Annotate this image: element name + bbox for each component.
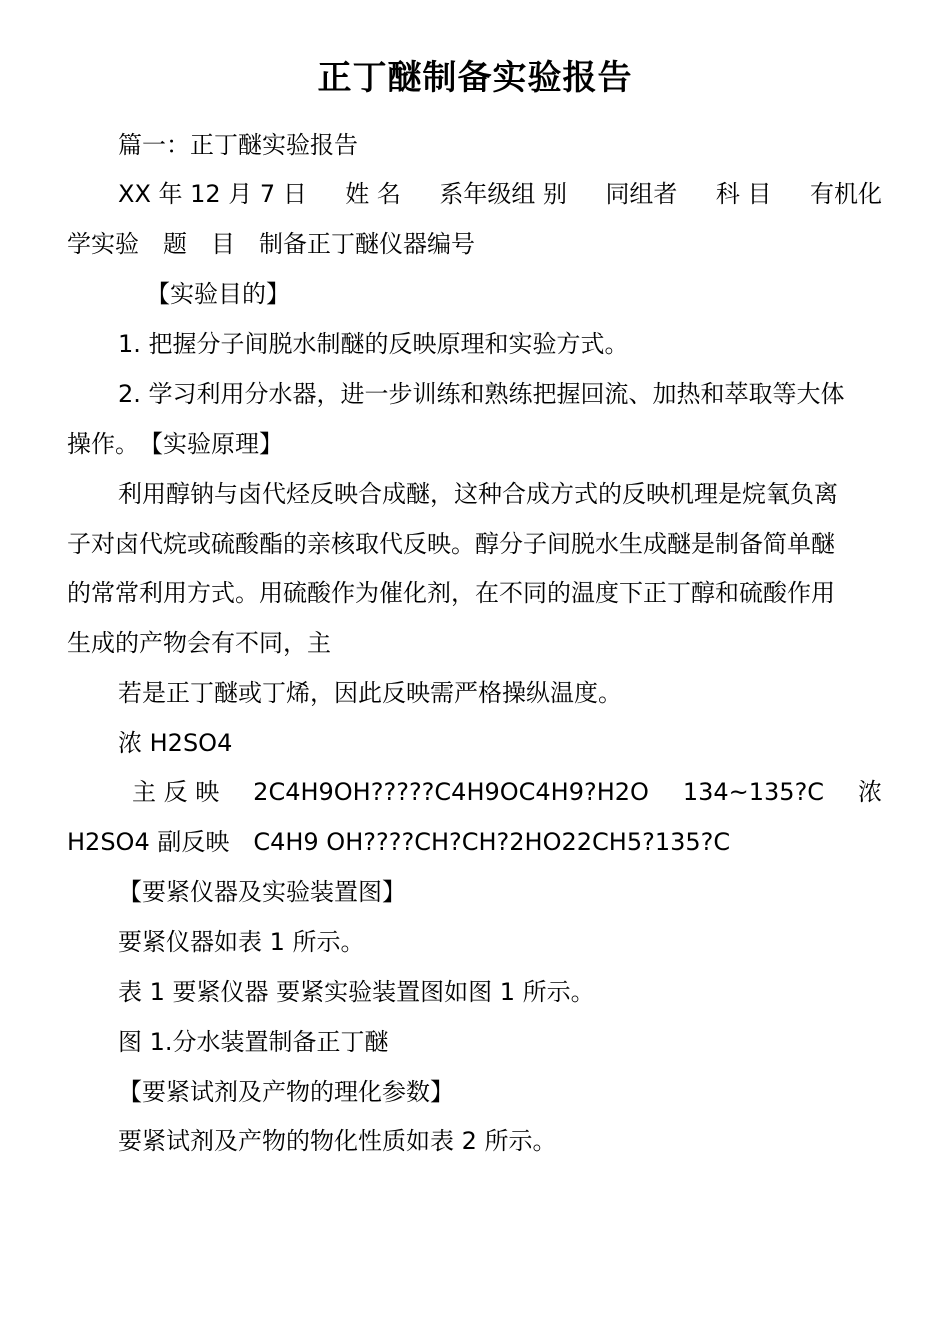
report-date: XX 年 12 月 7 日 [118,180,307,208]
purpose-item-1: 1. 把握分子间脱水制醚的反映原理和实验方式。 [118,330,629,358]
document-title: 正丁醚制备实验报告 [317,58,633,98]
apparatus-line-1: 要紧仪器如表 1 所示。 [118,928,365,956]
apparatus-heading: 【要紧仪器及实验装置图】 [118,878,406,906]
main-reaction-equation: 2C4H9OH?????C4H9OC4H9?H2O [253,778,649,806]
partner-label: 同组者 [605,180,678,208]
section-heading: 篇一：正丁醚实验报告 [118,131,358,159]
class-label: 系年级组 别 [439,180,567,208]
principle-line-4: 生成的产物会有不同，主 [67,629,331,657]
reagents-heading: 【要紧试剂及产物的理化参数】 [118,1078,454,1106]
principle-line-1: 利用醇钠与卤代烃反映合成醚，这种合成方式的反映机理是烷氧负离 [118,480,838,508]
subject-label: 科 目 [715,180,772,208]
principle-line-5: 若是正丁醚或丁烯，因此反映需严格操纵温度。 [118,679,622,707]
apparatus-line-2: 表 1 要紧仪器 要紧实验装置图如图 1 所示。 [118,978,595,1006]
principle-line-3: 的常常利用方式。用硫酸作为催化剂，在不同的温度下正丁醇和硫酸作用 [67,579,835,607]
main-reaction-line [132,775,882,809]
purpose-item-2-continued: 操作。 【实验原理】 [67,430,283,458]
principle-line-2: 子对卤代烷或硫酸酯的亲核取代反映。醇分子间脱水生成醚是制备简单醚 [67,530,835,558]
side-reaction-line: H2SO4 副反映 C4H9 OH????CH?CH?2HO22CH5?135?C [67,828,731,856]
purpose-heading: 【实验目的】 [146,280,290,308]
main-reaction-acid: 浓 [857,778,882,806]
subject-value: 有机化 [809,180,882,208]
info-line-2: 学实验 题 目 制备正丁醚仪器编号 [67,230,475,258]
figure-caption: 图 1.分水装置制备正丁醚 [118,1028,389,1056]
info-line-1 [118,177,882,211]
main-reaction-temperature: 134~135?C [682,778,825,806]
name-label: 姓 名 [345,180,401,208]
purpose-item-2: 2. 学习利用分水器，进一步训练和熟练把握回流、加热和萃取等大体 [118,380,845,408]
reagent-label: 浓 H2SO4 [118,729,233,757]
reagents-line-1: 要紧试剂及产物的物化性质如表 2 所示。 [118,1127,557,1155]
main-reaction-label: 主 反 映 [132,778,220,806]
